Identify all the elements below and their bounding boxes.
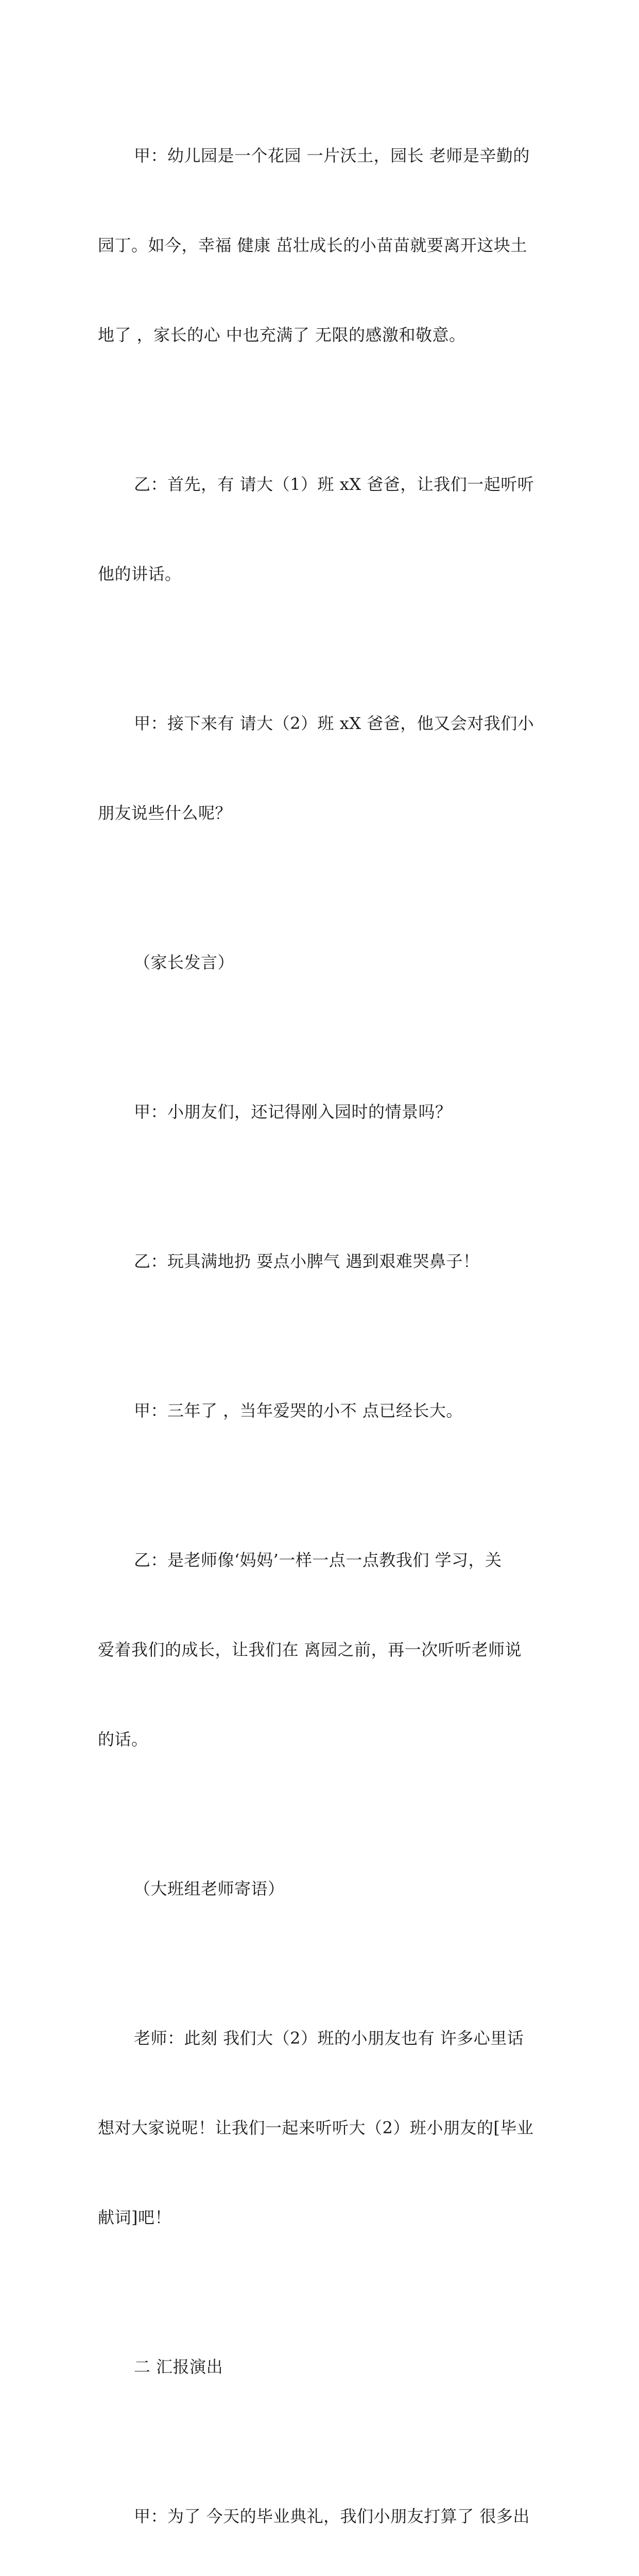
paragraph-line: 甲：为了 今天的毕业典礼，我们小朋友打算了 很多出	[134, 2506, 530, 2526]
paragraph-3	[98, 649, 551, 888]
paragraph-line: 乙：是老师像‘妈妈’一样一点一点教我们 学习，关	[134, 1550, 502, 1570]
paragraph-line: 的话。	[98, 1730, 148, 1749]
paragraph-line: （家长发言）	[134, 953, 235, 972]
paragraph-line: 甲：幼儿园是一个花园 一片沃土，园长 老师是辛勤的	[134, 146, 530, 165]
paragraph-10	[98, 1963, 551, 2292]
paragraph-line: 园丁。如今，幸福 健康 茁壮成长的小苗苗就要离开这块土	[98, 235, 527, 255]
paragraph-1	[98, 81, 551, 410]
paragraph-line: 甲：三年了 ，当年爱哭的小不 点已经长大。	[134, 1401, 463, 1420]
paragraph-4	[98, 888, 551, 1037]
paragraph-8	[98, 1485, 551, 1814]
paragraph-line: 甲：接下来有 请大（2）班 xX 爸爸，他又会对我们小	[134, 714, 534, 733]
paragraph-11	[98, 2292, 551, 2442]
paragraph-7	[98, 1336, 551, 1485]
paragraph-line: 想对大家说呢！让我们一起来听听大（2）班小朋友的[毕业	[98, 2118, 534, 2138]
paragraph-line: 甲：小朋友们，还记得刚入园时的情景吗？	[134, 1102, 452, 1122]
paragraph-line: 老师：此刻 我们大（2）班的小朋友也有 许多心里话	[134, 2028, 524, 2048]
paragraph-2	[98, 410, 551, 649]
paragraph-line: 献词]吧！	[98, 2208, 171, 2227]
paragraph-line: 爱着我们的成长，让我们在 离园之前，再一次听听老师说	[98, 1640, 522, 1659]
paragraph-line: 他的讲话。	[98, 564, 182, 584]
paragraph-6	[98, 1187, 551, 1336]
paragraph-line: 地了 ，家长的心 中也充满了 无限的感激和敬意。	[98, 325, 466, 345]
paragraph-5	[98, 1037, 551, 1187]
paragraph-line: 二 汇报演出	[134, 2357, 223, 2377]
paragraph-line: 乙：首先，有 请大（1）班 xX 爸爸，让我们一起听听	[134, 474, 534, 494]
document-body	[98, 81, 551, 2576]
paragraph-line: （大班组老师寄语）	[134, 1879, 285, 1899]
paragraph-9	[98, 1814, 551, 1963]
paragraph-line: 乙：玩具满地扔 耍点小脾气 遇到艰难哭鼻子！	[134, 1251, 480, 1271]
paragraph-12	[98, 2442, 551, 2576]
paragraph-line: 朋友说些什么呢？	[98, 803, 232, 823]
